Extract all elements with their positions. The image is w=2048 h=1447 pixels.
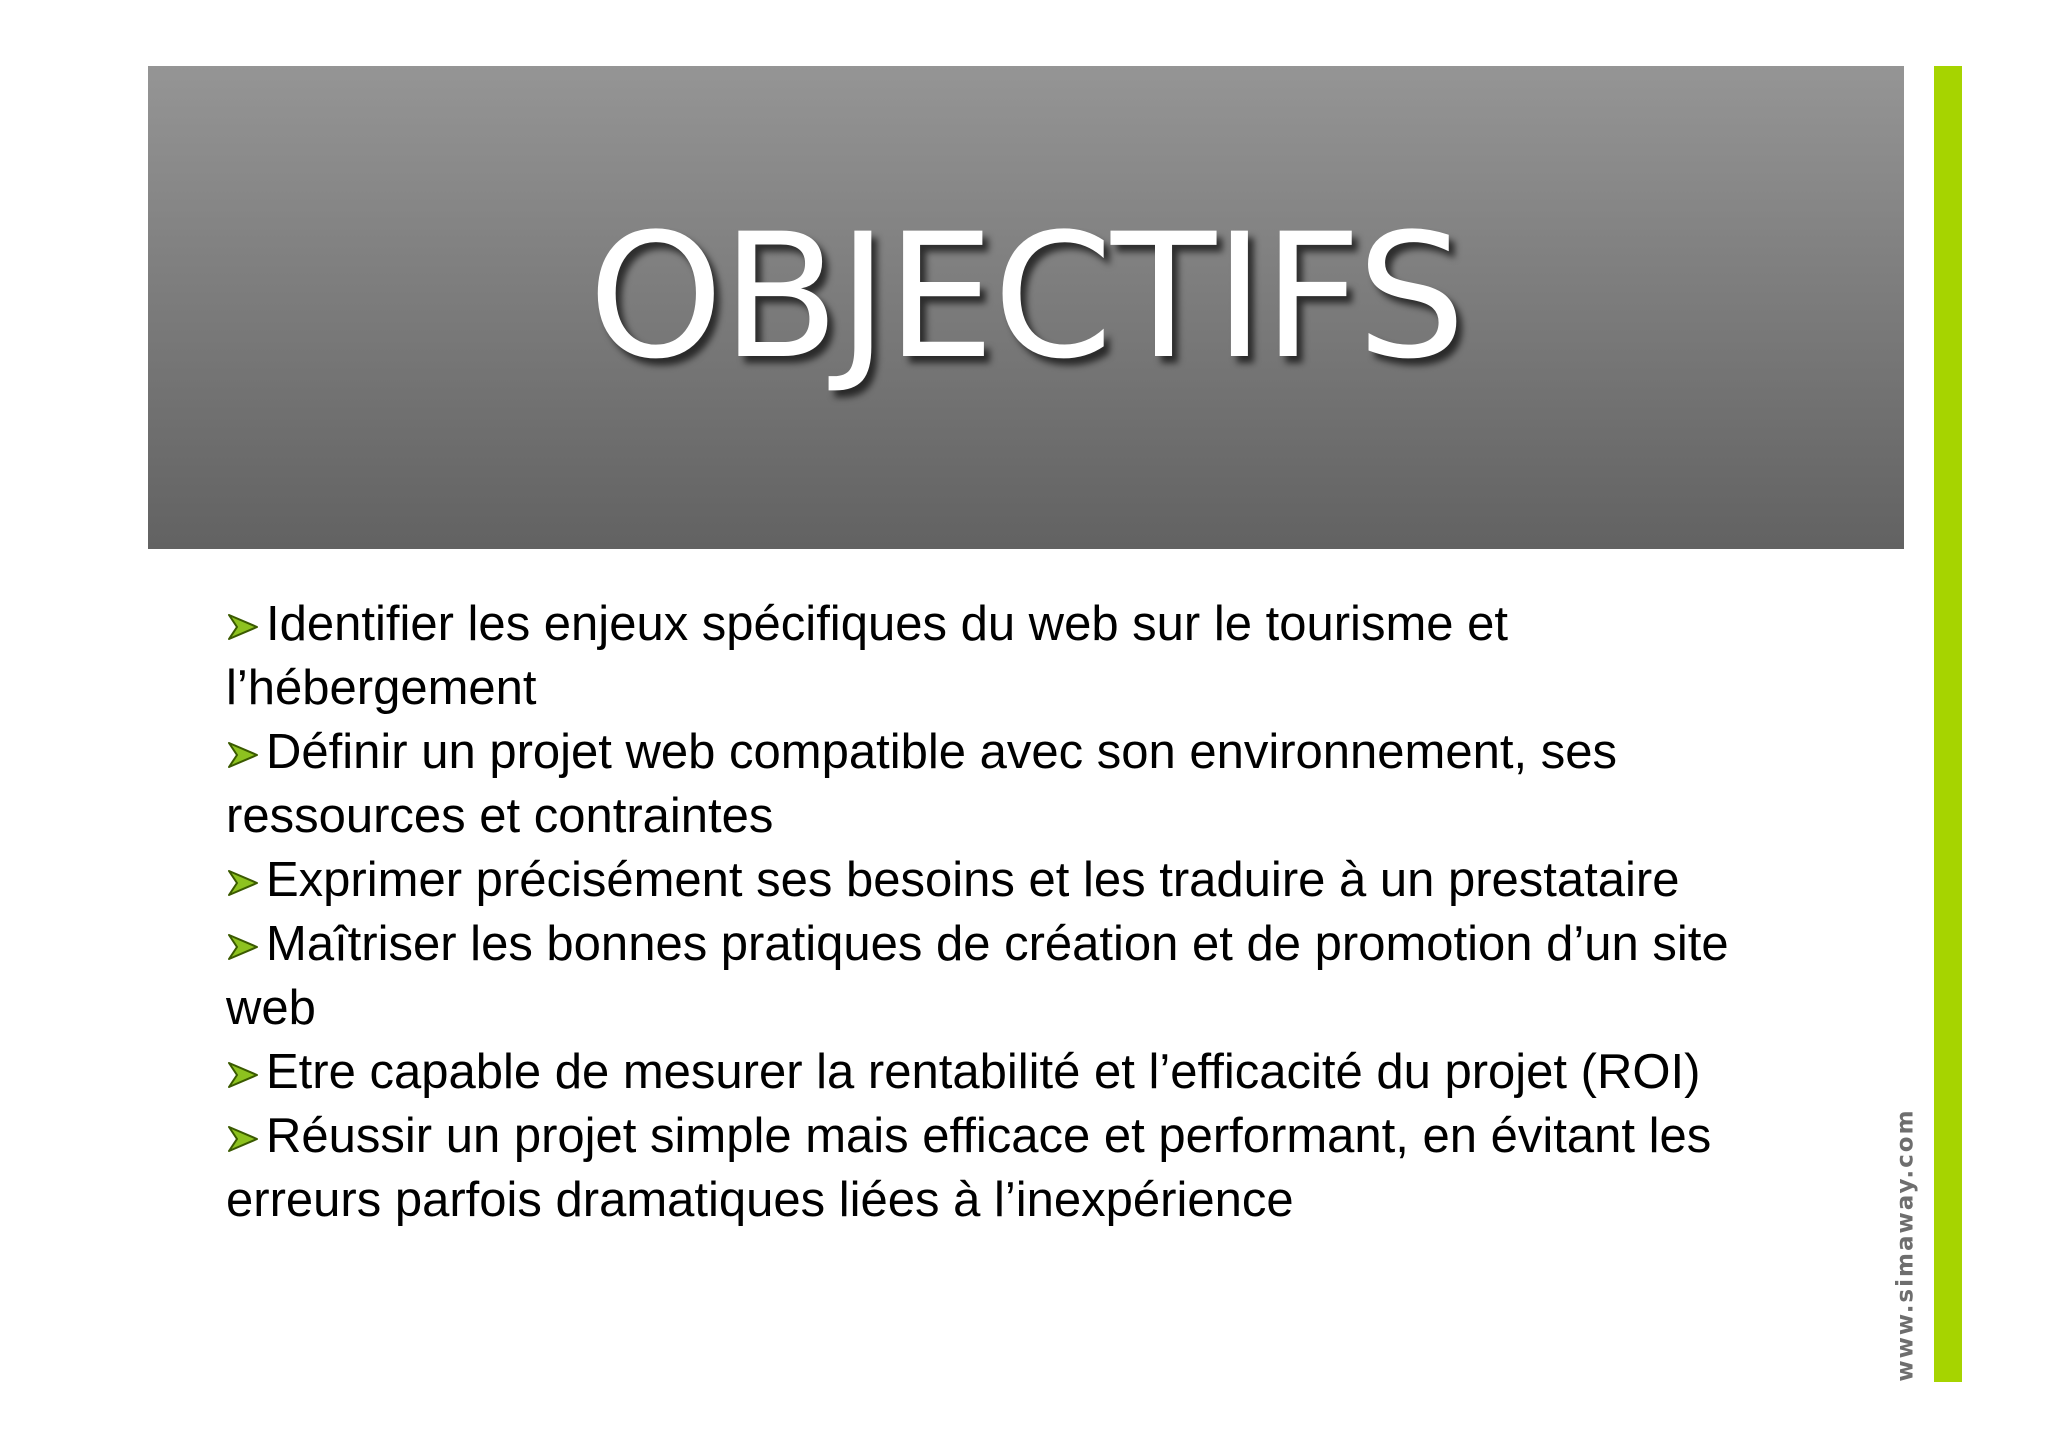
list-item xyxy=(226,720,1826,848)
list-item xyxy=(226,1040,1826,1104)
objective-text: Identifier les enjeux spécifiques du web sur le tourisme et l’hébergement xyxy=(226,597,1508,715)
title-banner xyxy=(148,66,1904,549)
objective-text: Réussir un projet simple mais efficace et performant, en évitant les erreurs parfois dramatiques liées à l’inexpérience xyxy=(226,1109,1712,1227)
arrow-bullet-icon xyxy=(226,932,262,962)
objective-text: Etre capable de mesurer la rentabilité et l’efficacité du projet (ROI) xyxy=(266,1045,1701,1099)
watermark xyxy=(1886,1110,1926,1380)
watermark-text: www.simaway.com xyxy=(1893,1108,1919,1382)
arrow-bullet-icon xyxy=(226,868,262,898)
slide-title: OBJECTIFS xyxy=(588,195,1464,397)
arrow-bullet-icon xyxy=(226,612,262,642)
list-item xyxy=(226,912,1826,1040)
objective-text: Maîtriser les bonnes pratiques de création et de promotion d’un site web xyxy=(226,917,1729,1035)
list-item xyxy=(226,1104,1826,1232)
list-item xyxy=(226,592,1826,720)
arrow-bullet-icon xyxy=(226,1060,262,1090)
objective-text: Définir un projet web compatible avec son environnement, ses ressources et contraintes xyxy=(226,725,1617,843)
arrow-bullet-icon xyxy=(226,1124,262,1154)
accent-bar xyxy=(1934,66,1962,1382)
objective-text: Exprimer précisément ses besoins et les traduire à un prestataire xyxy=(266,853,1680,907)
objectives-list xyxy=(226,592,1826,1232)
list-item xyxy=(226,848,1826,912)
arrow-bullet-icon xyxy=(226,740,262,770)
